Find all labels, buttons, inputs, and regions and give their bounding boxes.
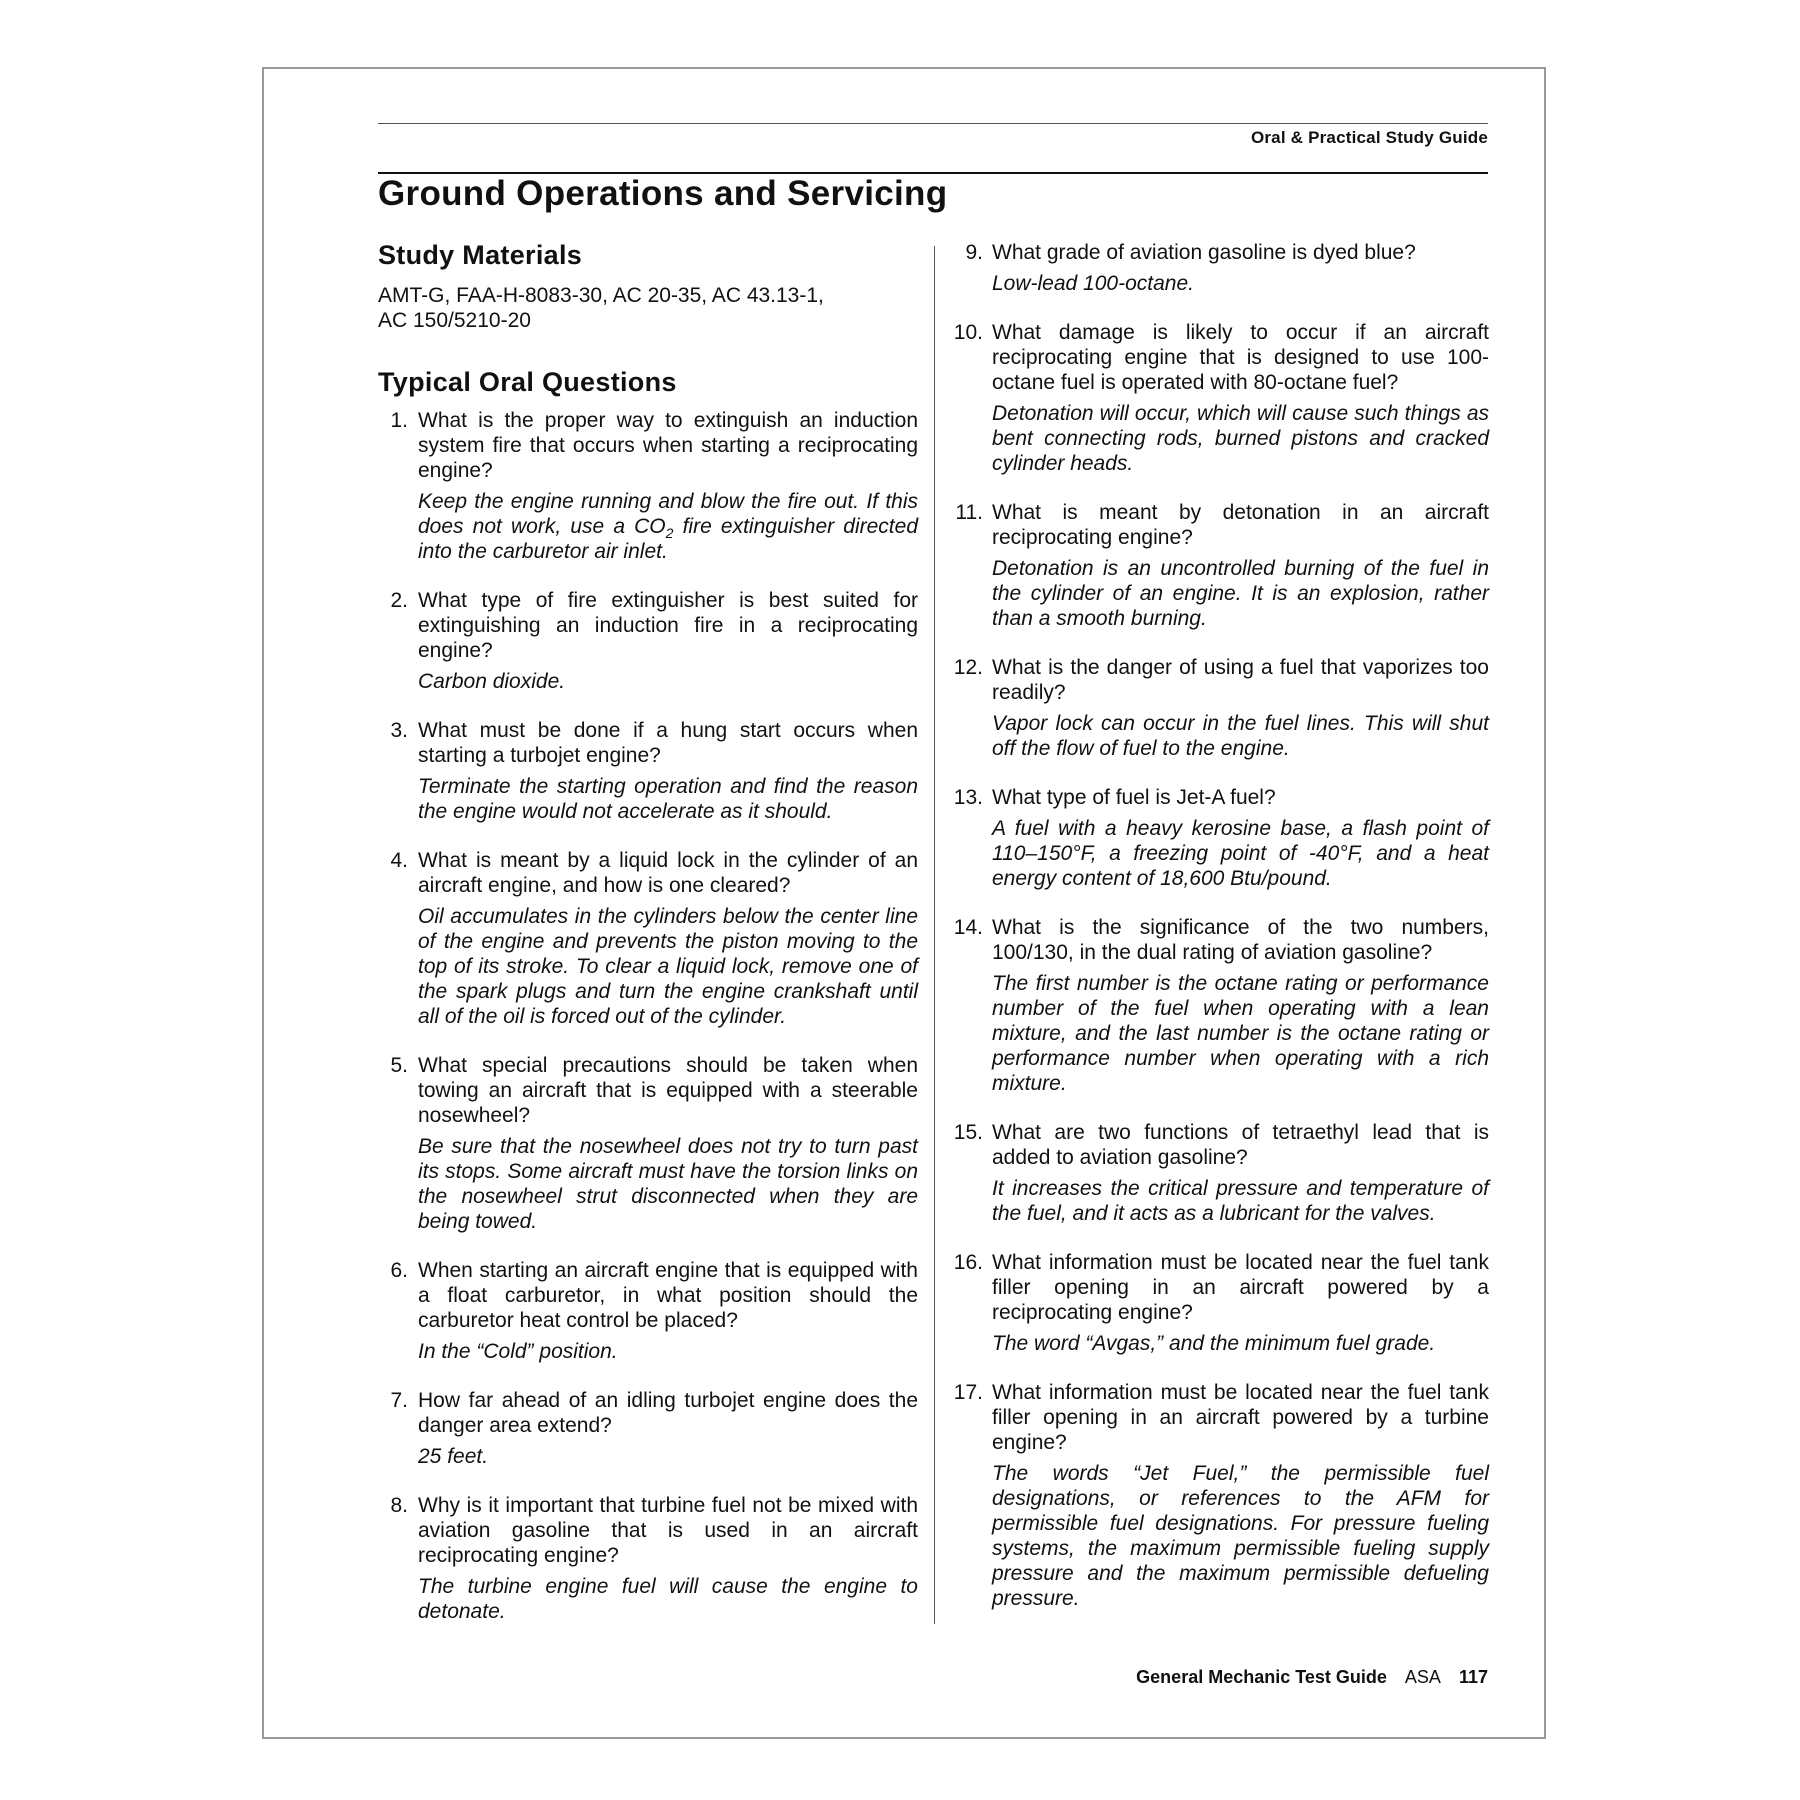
- question-text: What grade of aviation gasoline is dyed blue?: [992, 241, 1416, 264]
- oral-questions-heading: Typical Oral Questions: [378, 367, 677, 397]
- question-number: 11.: [955, 501, 983, 524]
- answer-text: In the “Cold” position.: [418, 1340, 618, 1363]
- question-number: 9.: [965, 241, 983, 264]
- question-item: [378, 718, 918, 824]
- study-materials-line: AMT-G, FAA-H-8083-30, AC 20-35, AC 43.13-1,: [378, 284, 824, 307]
- question-number: 4.: [390, 849, 408, 872]
- right-column: [953, 240, 1489, 1635]
- left-column: [378, 240, 918, 1648]
- page-number: 117: [1458, 1667, 1488, 1687]
- answer-subscript: 2: [665, 525, 674, 542]
- question-number: 2.: [390, 589, 408, 612]
- question-item: [953, 785, 1489, 891]
- question-list: [378, 408, 918, 1624]
- answer-text: The word “Avgas,” and the minimum fuel grade.: [992, 1332, 1436, 1355]
- question-text: What is meant by detonation in an aircraft reciprocating engine?: [992, 501, 1489, 549]
- question-number: 6.: [390, 1259, 408, 1282]
- question-item: [953, 1120, 1489, 1226]
- answer-text: Carbon dioxide.: [418, 670, 566, 693]
- question-text: What are two functions of tetraethyl lead that is added to aviation gasoline?: [992, 1121, 1489, 1169]
- question-item: [378, 588, 918, 694]
- question-text: What information must be located near the fuel tank filler opening in an aircraft powered by a turbine engine?: [992, 1381, 1489, 1454]
- question-text: When starting an aircraft engine that is equipped with a float carburetor, in what position should the carburetor heat control be placed?: [418, 1259, 918, 1332]
- question-item: [953, 500, 1489, 631]
- question-text: What information must be located near the fuel tank filler opening in an aircraft powered by a reciprocating engine?: [992, 1251, 1489, 1324]
- answer-text-part: fire extinguisher directed into the carburetor air inlet.: [418, 515, 918, 563]
- answer-text: 25 feet.: [418, 1445, 489, 1468]
- answer-text: The first number is the octane rating or performance number of the fuel when operating with a lean mixture, and the last number is the octane rating or performance number when operating with a rich mixture.: [992, 972, 1489, 1095]
- question-number: 14.: [953, 916, 983, 939]
- answer-text: The turbine engine fuel will cause the engine to detonate.: [418, 1575, 918, 1623]
- question-item: [953, 655, 1489, 761]
- question-item: [378, 1493, 918, 1624]
- answer-text: The words “Jet Fuel,” the permissible fuel designations, or references to the AFM for permissible fuel designations. For pressure fueling systems, the maximum permissible fueling supply pressure and the maximum permissible defueling pressure.: [992, 1462, 1489, 1610]
- question-text: Why is it important that turbine fuel not be mixed with aviation gasoline that is used in an aircraft reciprocating engine?: [418, 1494, 918, 1567]
- question-number: 7.: [390, 1389, 408, 1412]
- question-text: How far ahead of an idling turbojet engine does the danger area extend?: [418, 1389, 918, 1437]
- question-text: What is the danger of using a fuel that vaporizes too readily?: [992, 656, 1489, 704]
- question-list: [953, 240, 1489, 1611]
- answer-text: Terminate the starting operation and find the reason the engine would not accelerate as it should.: [418, 775, 918, 823]
- answer-text-part: Keep the engine running and blow the fire out. If this does not work, use a CO: [418, 490, 918, 538]
- question-text: What type of fire extinguisher is best suited for extinguishing an induction fire in a reciprocating engine?: [418, 589, 918, 662]
- question-text: What must be done if a hung start occurs when starting a turbojet engine?: [418, 719, 918, 767]
- study-materials-text: [378, 283, 918, 333]
- footer-publisher: ASA: [1404, 1667, 1441, 1687]
- question-number: 5.: [390, 1054, 408, 1077]
- question-number: 16.: [953, 1251, 983, 1274]
- question-number: 13.: [953, 786, 983, 809]
- running-head: Oral & Practical Study Guide: [1250, 128, 1488, 147]
- answer-text: Detonation is an uncontrolled burning of the fuel in the cylinder of an engine. It is an explosion, rather than a smooth burning.: [992, 557, 1489, 630]
- question-text: What type of fuel is Jet-A fuel?: [992, 786, 1276, 809]
- question-number: 12.: [953, 656, 983, 679]
- question-text: What is meant by a liquid lock in the cylinder of an aircraft engine, and how is one cleared?: [418, 849, 918, 897]
- question-number: 17.: [953, 1381, 983, 1404]
- study-materials-line: AC 150/5210-20: [378, 309, 531, 332]
- question-text: What is the proper way to extinguish an induction system fire that occurs when starting a reciprocating engine?: [418, 409, 918, 482]
- question-text: What special precautions should be taken when towing an aircraft that is equipped with a steerable nosewheel?: [418, 1054, 918, 1127]
- answer-text: Vapor lock can occur in the fuel lines. This will shut off the flow of fuel to the engine.: [992, 712, 1489, 760]
- question-item: [953, 1250, 1489, 1356]
- question-number: 1.: [390, 409, 408, 432]
- question-item: [953, 320, 1489, 476]
- question-item: [378, 1258, 918, 1364]
- question-item: [953, 240, 1489, 296]
- question-item: [378, 1053, 918, 1234]
- question-item: [953, 1380, 1489, 1611]
- answer-text: Low-lead 100-octane.: [992, 272, 1194, 295]
- question-item: [378, 408, 918, 564]
- question-text: What is the significance of the two numbers, 100/130, in the dual rating of aviation gasoline?: [992, 916, 1489, 964]
- question-number: 10.: [953, 321, 983, 344]
- footer-book-title: General Mechanic Test Guide: [1136, 1667, 1387, 1687]
- header-rule: [378, 123, 1488, 124]
- question-number: 8.: [390, 1494, 408, 1517]
- page-footer: [1136, 1667, 1488, 1688]
- study-materials-heading: Study Materials: [378, 240, 583, 270]
- answer-text: Oil accumulates in the cylinders below the center line of the engine and prevents the piston moving to the top of its stroke. To clear a liquid lock, remove one of the spark plugs and turn the engine crankshaft until all of the oil is forced out of the cylinder.: [418, 905, 918, 1028]
- answer-text: [418, 489, 918, 564]
- answer-text: It increases the critical pressure and temperature of the fuel, and it acts as a lubricant for the valves.: [992, 1177, 1489, 1225]
- question-item: [378, 848, 918, 1029]
- question-number: 3.: [390, 719, 408, 742]
- page-title: Ground Operations and Servicing: [378, 174, 948, 213]
- question-text: What damage is likely to occur if an aircraft reciprocating engine that is designed to use 100-octane fuel is operated with 80-octane fuel?: [992, 321, 1489, 394]
- question-item: [378, 1388, 918, 1469]
- answer-text: A fuel with a heavy kerosine base, a flash point of 110–150°F, a freezing point of -40°F, and a heat energy content of 18,600 Btu/pound.: [992, 817, 1489, 890]
- answer-text: Detonation will occur, which will cause such things as bent connecting rods, burned pistons and cracked cylinder heads.: [992, 402, 1489, 475]
- question-number: 15.: [953, 1121, 983, 1144]
- answer-text: Be sure that the nosewheel does not try to turn past its stops. Some aircraft must have the torsion links on the nosewheel strut disconnected when they are being towed.: [418, 1135, 918, 1233]
- question-item: [953, 915, 1489, 1096]
